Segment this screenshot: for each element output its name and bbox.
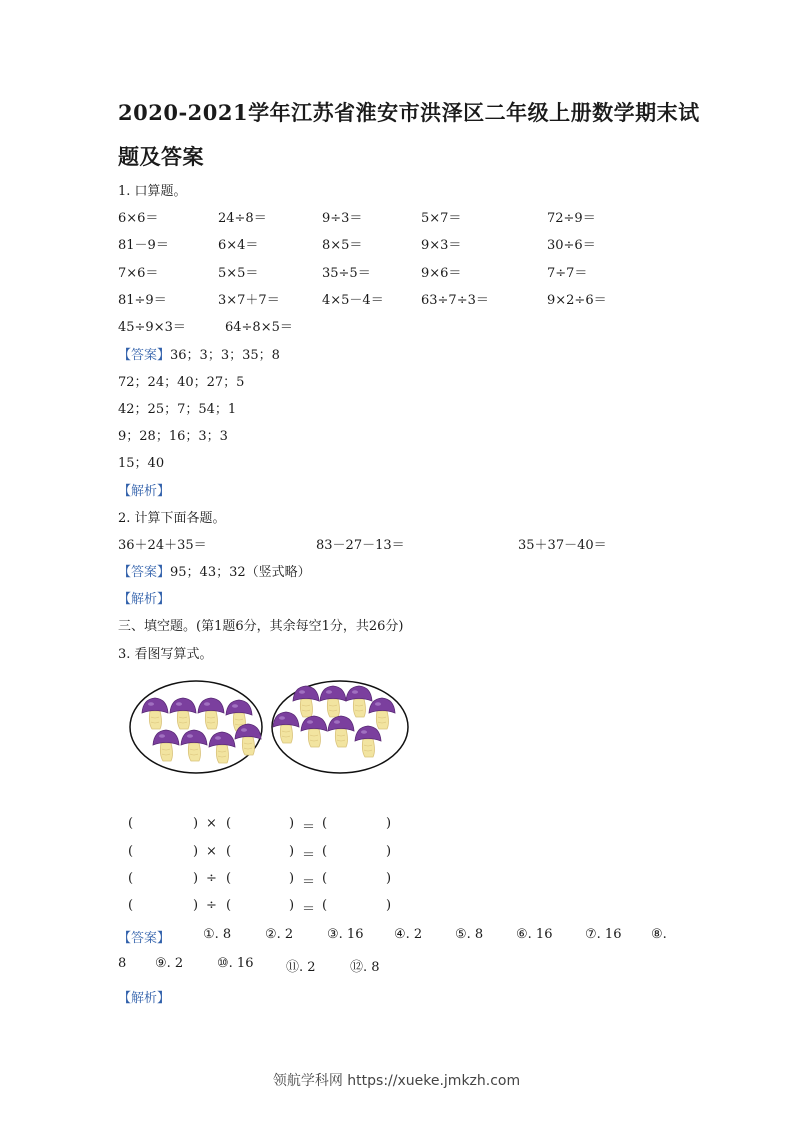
close-paren: ) <box>193 844 199 859</box>
q1-item: 5×5＝ <box>218 266 259 281</box>
equals: ＝ <box>302 902 316 917</box>
q1-item: 8×5＝ <box>322 238 363 253</box>
answer-item: ⑧. <box>651 927 667 942</box>
answer-item: ⑨. 2 <box>155 956 184 971</box>
answer-text: 15；40 <box>118 456 165 471</box>
close-paren: ) <box>193 871 199 886</box>
q1-item: 64÷8×5＝ <box>225 320 293 335</box>
mushroom-groups-image <box>128 675 418 785</box>
q1-item: 6×6＝ <box>118 211 159 226</box>
operator: ÷ <box>206 871 217 886</box>
analysis-tag: 【解析】 <box>118 592 171 607</box>
open-paren: ( <box>226 844 232 859</box>
answer-item: ⑫. 8 <box>350 960 380 975</box>
q2-item: 83－27－13＝ <box>316 538 405 553</box>
answer-item: ①. 8 <box>203 927 232 942</box>
answer-text: 72；24；40；27；5 <box>118 375 245 390</box>
open-paren: ( <box>226 816 232 831</box>
operator: × <box>206 816 217 831</box>
equals: ＝ <box>302 820 316 835</box>
section-3-heading: 三、填空题。(第1题6分，其余每空1分，共26分) <box>118 619 404 634</box>
open-paren: ( <box>128 898 134 913</box>
operator: ÷ <box>206 898 217 913</box>
answer-tag: 【答案】 <box>118 565 171 580</box>
q1-item: 4×5－4＝ <box>322 293 384 308</box>
q1-item: 9÷3＝ <box>322 211 363 226</box>
analysis-tag: 【解析】 <box>118 484 171 499</box>
answer-text: 9；28；16；3；3 <box>118 429 228 444</box>
answer-item: ③. 16 <box>327 927 364 942</box>
q1-item: 30÷6＝ <box>547 238 596 253</box>
close-paren: ) <box>289 844 295 859</box>
q3-heading: 3. 看图写算式。 <box>118 647 213 662</box>
open-paren: ( <box>226 871 232 886</box>
answer-item: ②. 2 <box>265 927 294 942</box>
q1-item: 7×6＝ <box>118 266 159 281</box>
answer-text: 36；3；3；35；8 <box>170 348 280 363</box>
document-title-line-1: 2020-2021学年江苏省淮安市洪泽区二年级上册数学期末试 <box>118 100 700 125</box>
open-paren: ( <box>128 816 134 831</box>
answer-item: ⑥. 16 <box>516 927 553 942</box>
open-paren: ( <box>128 871 134 886</box>
open-paren: ( <box>322 898 328 913</box>
open-paren: ( <box>322 844 328 859</box>
q1-item: 9×3＝ <box>421 238 462 253</box>
document-title-line-2: 题及答案 <box>118 144 204 169</box>
q1-heading: 1. 口算题。 <box>118 184 187 199</box>
q1-item: 45÷9×3＝ <box>118 320 186 335</box>
close-paren: ) <box>193 898 199 913</box>
open-paren: ( <box>128 844 134 859</box>
close-paren: ) <box>193 816 199 831</box>
q1-item: 35÷5＝ <box>322 266 371 281</box>
close-paren: ) <box>289 816 295 831</box>
close-paren: ) <box>386 844 392 859</box>
q1-item: 9×6＝ <box>421 266 462 281</box>
answer-item: ⑩. 16 <box>217 956 254 971</box>
q1-item: 81－9＝ <box>118 238 169 253</box>
q1-item: 72÷9＝ <box>547 211 596 226</box>
q1-item: 5×7＝ <box>421 211 462 226</box>
open-paren: ( <box>322 871 328 886</box>
close-paren: ) <box>386 898 392 913</box>
close-paren: ) <box>386 816 392 831</box>
answer-item: ⑪. 2 <box>286 960 316 975</box>
equals: ＝ <box>302 875 316 890</box>
q1-item: 6×4＝ <box>218 238 259 253</box>
q1-item: 63÷7÷3＝ <box>421 293 489 308</box>
equals: ＝ <box>302 848 316 863</box>
q1-item: 9×2÷6＝ <box>547 293 607 308</box>
q2-item: 35＋37－40＝ <box>518 538 607 553</box>
close-paren: ) <box>289 871 295 886</box>
open-paren: ( <box>322 816 328 831</box>
answer-item: ⑤. 8 <box>455 927 484 942</box>
q1-item: 3×7＋7＝ <box>218 293 280 308</box>
close-paren: ) <box>289 898 295 913</box>
answer-text: 42；25；7；54；1 <box>118 402 237 417</box>
q2-answer-line <box>118 561 311 580</box>
q1-answer-line <box>118 344 280 363</box>
mushroom-icon <box>273 686 395 757</box>
analysis-tag: 【解析】 <box>118 991 171 1006</box>
q1-item: 7÷7＝ <box>547 266 588 281</box>
answer-item: 8 <box>118 956 127 971</box>
q2-item: 36＋24＋35＝ <box>118 538 207 553</box>
answer-text: 95；43；32（竖式略） <box>170 565 311 580</box>
answer-item: ④. 2 <box>394 927 423 942</box>
q1-item: 24÷8＝ <box>218 211 267 226</box>
open-paren: ( <box>226 898 232 913</box>
mushroom-icon <box>142 698 261 763</box>
answer-tag: 【答案】 <box>118 348 171 363</box>
close-paren: ) <box>386 871 392 886</box>
answer-tag: 【答案】 <box>118 931 171 946</box>
footer-watermark: 领航学科网 https://xueke.jmkzh.com <box>272 1073 521 1089</box>
q2-heading: 2. 计算下面各题。 <box>118 511 226 526</box>
answer-item: ⑦. 16 <box>585 927 622 942</box>
operator: × <box>206 844 217 859</box>
q1-item: 81÷9＝ <box>118 293 167 308</box>
